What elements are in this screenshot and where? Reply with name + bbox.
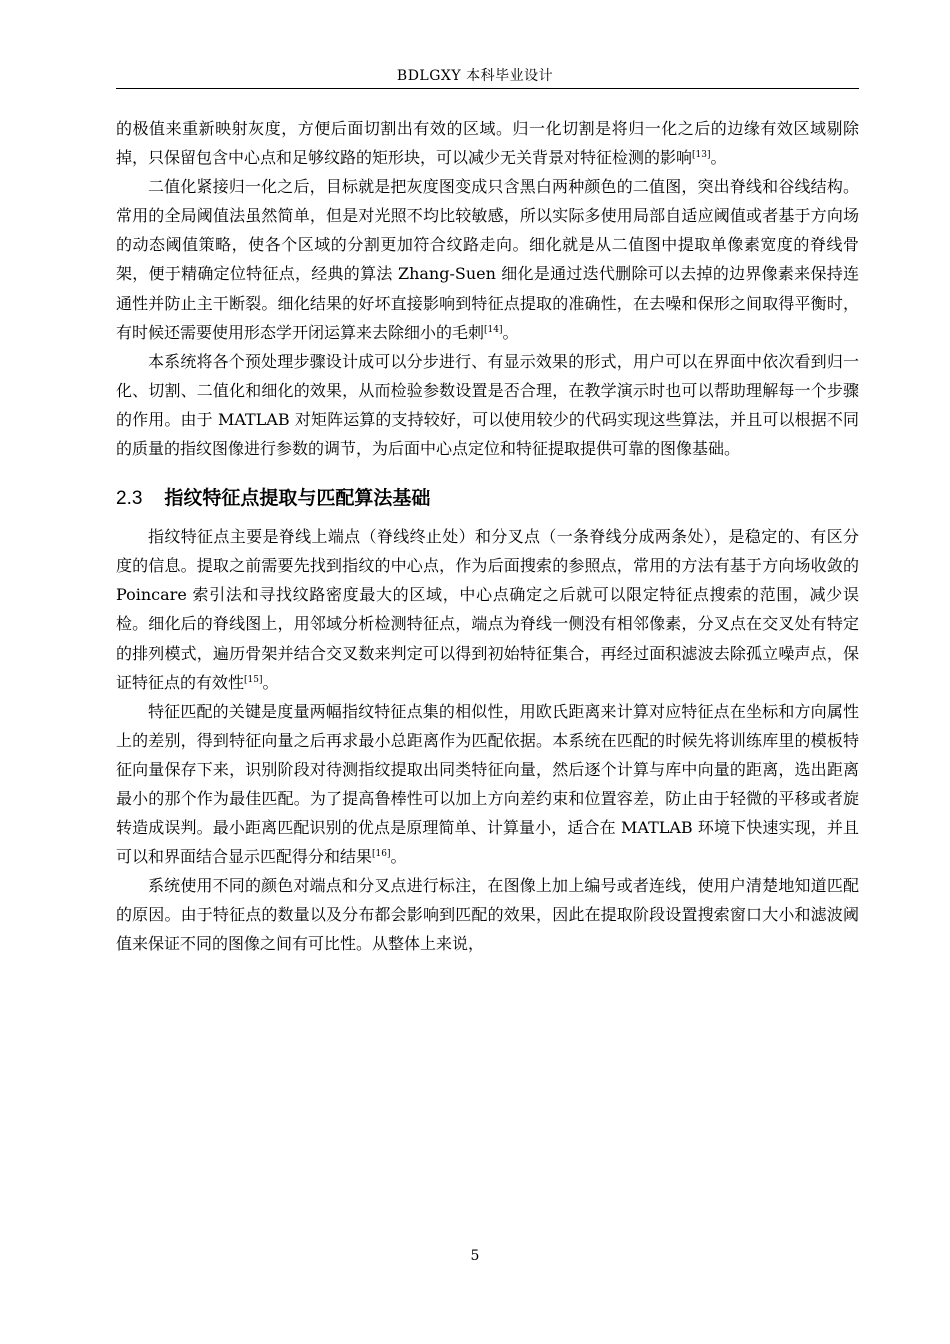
running-header: BDLGXY 本科毕业设计 <box>396 68 554 84</box>
paragraph-text: 特征匹配的关键是度量两幅指纹特征点集的相似性，用欧氏距离来计算对应特征点在坐标和方向属性上的差别，得到特征向量之后再求最小总距离作为匹配依据。本系统在匹配的时候先将训练库里的模板特征向量保存下来，识别阶段对待测指纹提取出同类特征向量，然后逐个计算与库中向量的距离，选出距离最小的那个作为最佳匹配。为了提高鲁棒性可以加上方向差约束和位置容差，防止由于轻微的平移或者旋转造成误判。最小距离匹配识别的优点是原理简单、计算量小，适合在 MATLAB 环境下快速实现，并且可以和界面结合显示匹配得分和结果 <box>116 701 859 867</box>
paragraph-end: 。 <box>710 148 727 168</box>
paragraph-end: 。 <box>502 322 519 342</box>
header-rule <box>116 88 859 89</box>
citation-ref[interactable]: [14] <box>484 324 503 335</box>
section-number: 2.3 <box>116 488 143 510</box>
page-number: 5 <box>470 1248 480 1264</box>
citation-ref[interactable]: [16] <box>372 849 391 860</box>
paragraph-end: 。 <box>262 672 279 692</box>
citation-ref[interactable]: [15] <box>244 674 263 685</box>
paragraph <box>116 347 859 463</box>
section-title: 指纹特征点提取与匹配算法基础 <box>164 487 431 510</box>
citation-ref[interactable]: [13] <box>692 150 711 161</box>
paragraph-text: 系统使用不同的颜色对端点和分叉点进行标注，在图像上加上编号或者连线，使用户清楚地知道匹配的原因。由于特征点的数量以及分布都会影响到匹配的效果，因此在提取阶段设置搜索窗口大小和滤波阈值来保证不同的图像之间有可比性。从整体上来说， <box>116 876 859 954</box>
paragraph-text: 本系统将各个预处理步骤设计成可以分步进行、有显示效果的形式，用户可以在界面中依次看到归一化、切割、二值化和细化的效果，从而检验参数设置是否合理，在教学演示时也可以帮助理解每一个步骤的作用。由于 MATLAB 对矩阵运算的支持较好，可以使用较少的代码实现这些算法，并且可以根据不同的质量的指纹图像进行参数的调节，为后面中心点定位和特征提取提供可靠的图像基础。 <box>116 351 859 459</box>
paragraph-text: 二值化紧接归一化之后，目标就是把灰度图变成只含黑白两种颜色的二值图，突出脊线和谷线结构。常用的全局阈值法虽然简单，但是对光照不均比较敏感，所以实际多使用局部自适应阈值或者基于方向场的动态阈值策略，使各个区域的分割更加符合纹路走向。细化就是从二值图中提取单像素宽度的脊线骨架，便于精确定位特征点，经典的算法 Zhang-Suen 细化是通过迭代删除可以去掉的边界像素来保持连通性并防止主干断裂。细化结果的好坏直接影响到特征点提取的准确性，在去噪和保形之间取得平衡时，有时候还需要使用形态学开闭运算来去除细小的毛刺 <box>116 177 859 342</box>
paragraph-end: 。 <box>390 847 407 867</box>
paragraph <box>116 697 859 872</box>
paragraph <box>116 522 859 697</box>
paragraph-text: 的极值来重新映射灰度，方便后面切割出有效的区域。归一化切割是将归一化之后的边缘有效区域剔除掉，只保留包含中心点和足够纹路的矩形块，可以减少无关背景对特征检测的影响 <box>116 119 859 168</box>
section-heading <box>116 485 859 512</box>
paragraph <box>116 172 859 347</box>
paragraph <box>116 871 859 958</box>
paragraph-continued <box>116 114 859 172</box>
paragraph-text: 指纹特征点主要是脊线上端点（脊线终止处）和分叉点（一条脊线分成两条处），是稳定的、有区分度的信息。提取之前需要先找到指纹的中心点，作为后面搜索的参照点，常用的方法有基于方向场收敛的 Poincare 索引法和寻找纹路密度最大的区域，中心点确定之后就可以限定特征点搜索的范围，减少误检。细化后的脊线图上，用邻域分析检测特征点，端点为脊线一侧没有相邻像素，分叉点在交叉处有特定的排列模式，遍历骨架并结合交叉数来判定可以得到初始特征集合，再经过面积滤波去除孤立噪声点，保证特征点的有效性 <box>116 527 859 692</box>
page-body <box>116 114 859 959</box>
